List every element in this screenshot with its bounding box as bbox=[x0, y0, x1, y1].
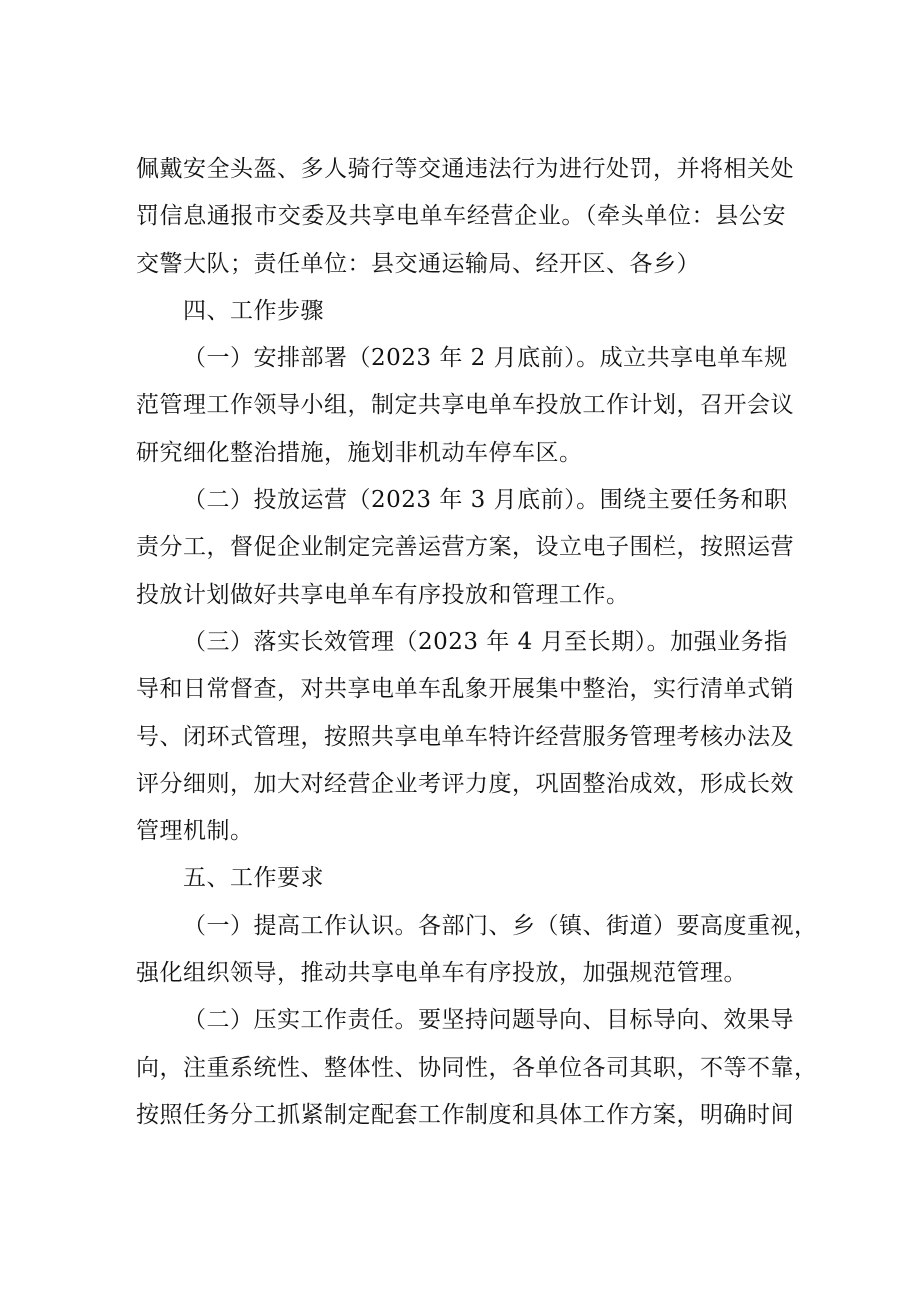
text-line: 导和日常督查，对共享电单车乱象开展集中整治，实行清单式销 bbox=[136, 676, 794, 703]
text-line: 评分细则，加大对经营企业考评力度，巩固整治成效，形成长效 bbox=[136, 770, 794, 797]
text-line: 管理机制。 bbox=[136, 818, 254, 845]
text-line: 投放计划做好共享电单车有序投放和管理工作。 bbox=[136, 581, 630, 608]
text-line: 强化组织领导，推动共享电单车有序投放，加强规范管理。 bbox=[136, 960, 747, 987]
text-line: （二）压实工作责任。要坚持问题导向、目标导向、效果导 bbox=[183, 1007, 794, 1034]
section-heading: 四、工作步骤 bbox=[183, 297, 324, 324]
text-line: （二）投放运营（2023 年 3 月底前）。围绕主要任务和职 bbox=[183, 487, 788, 514]
text-line: （三）落实长效管理（2023 年 4 月至长期）。加强业务指 bbox=[183, 628, 788, 655]
text-line: 号、闭环式管理，按照共享电单车特许经营服务管理考核办法及 bbox=[136, 723, 794, 750]
section-heading: 五、工作要求 bbox=[183, 865, 324, 892]
text-line: 向，注重系统性、整体性、协同性，各单位各司其职，不等不靠， bbox=[136, 1054, 818, 1081]
text-line: （一）提高工作认识。各部门、乡（镇、街道）要高度重视， bbox=[183, 912, 818, 939]
text-line: 研究细化整治措施，施划非机动车停车区。 bbox=[136, 439, 583, 466]
text-line: 范管理工作领导小组，制定共享电单车投放工作计划，召开会议 bbox=[136, 392, 794, 419]
text-line: （一）安排部署（2023 年 2 月底前）。成立共享电单车规 bbox=[183, 345, 788, 372]
text-line: 交警大队；责任单位：县交通运输局、经开区、各乡） bbox=[136, 250, 700, 277]
text-line: 佩戴安全头盔、多人骑行等交通违法行为进行处罚，并将相关处 bbox=[136, 156, 794, 182]
text-line: 责分工，督促企业制定完善运营方案，设立电子围栏，按照运营 bbox=[136, 534, 794, 561]
document-body bbox=[136, 146, 818, 1139]
text-line: 罚信息通报市交委及共享电单车经营企业。（牵头单位：县公安 bbox=[136, 203, 786, 230]
text-line: 按照任务分工抓紧制定配套工作制度和具体工作方案，明确时间 bbox=[136, 1101, 794, 1128]
